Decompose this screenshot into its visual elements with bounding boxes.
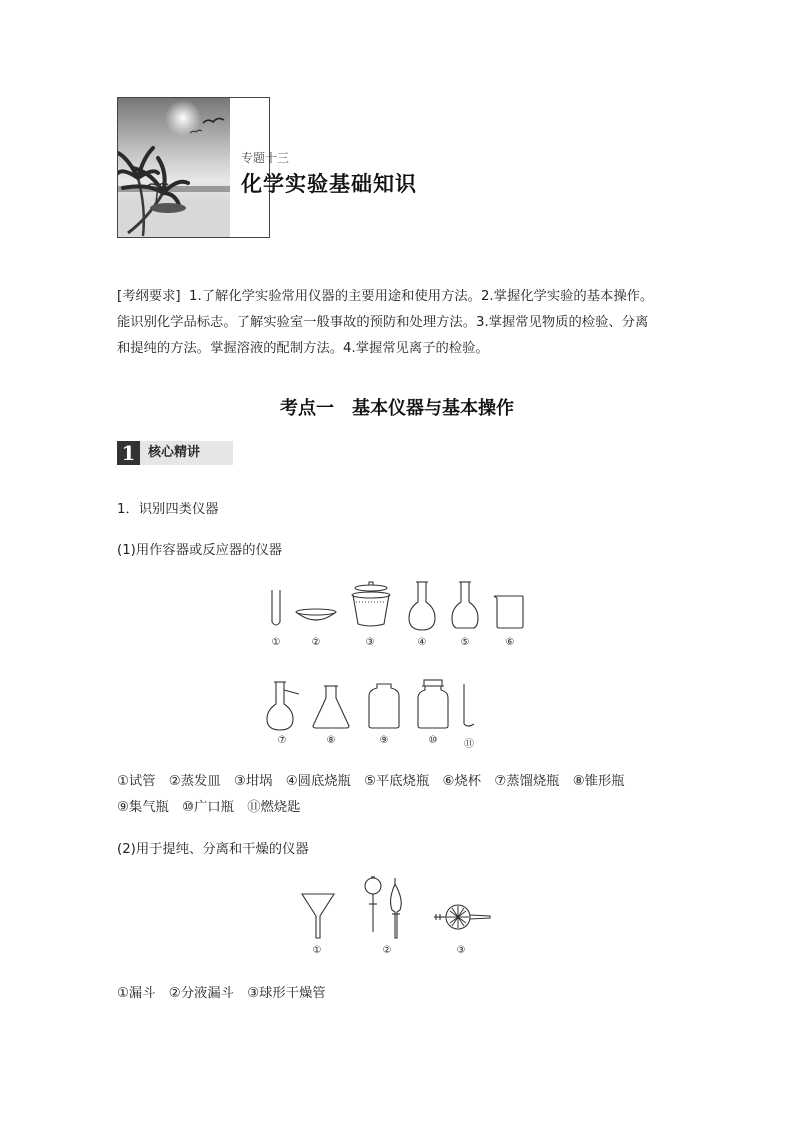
apparatus-number: ④ bbox=[417, 637, 427, 648]
separatory-funnel-icon bbox=[362, 876, 410, 942]
chapter-title: 化学实验基础知识 bbox=[241, 172, 417, 196]
part-heading: 1．识别四类仪器 bbox=[117, 502, 219, 517]
evaporating-dish-icon bbox=[294, 606, 338, 628]
apparatus-number: ⑧ bbox=[326, 735, 336, 746]
requirements-text-1: 1.了解化学实验常用仪器的主要用途和使用方法。2.掌握化学实验的基本操作。 bbox=[189, 289, 654, 304]
apparatus-number: ⑤ bbox=[460, 637, 470, 648]
spherical-drying-tube-icon bbox=[432, 902, 492, 932]
apparatus-number: ① bbox=[312, 945, 322, 956]
apparatus-number: ② bbox=[382, 945, 392, 956]
test-tube-icon bbox=[266, 588, 286, 630]
section-title: 考点一 基本仪器与基本操作 bbox=[280, 398, 514, 419]
beaker-icon bbox=[493, 594, 527, 630]
requirements-line-1 bbox=[117, 284, 680, 310]
apparatus-number: ③ bbox=[456, 945, 466, 956]
conical-flask-icon bbox=[311, 684, 351, 730]
beach-photo-image bbox=[118, 98, 230, 237]
apparatus-number: ⑩ bbox=[428, 735, 438, 746]
caption-containers-line-1: ①试管 ②蒸发皿 ③坩埚 ④圆底烧瓶 ⑤平底烧瓶 ⑥烧杯 ⑦蒸馏烧瓶 ⑧锥形瓶 bbox=[117, 774, 625, 789]
apparatus-number: ⑪ bbox=[464, 739, 474, 750]
apparatus-number: ⑦ bbox=[277, 735, 287, 746]
gas-jar-icon bbox=[367, 682, 401, 730]
caption-containers-line-2: ⑨集气瓶 ⑩广口瓶 ⑪燃烧匙 bbox=[117, 800, 301, 815]
apparatus-number: ③ bbox=[365, 637, 375, 648]
crucible-icon bbox=[349, 584, 393, 630]
requirements-line-2: 能识别化学品标志。了解实验室一般事故的预防和处理方法。3.掌握常见物质的检验、分离 bbox=[117, 315, 649, 330]
deflagrating-spoon-icon bbox=[459, 682, 479, 730]
core-number: 1 bbox=[117, 441, 140, 465]
apparatus-number: ⑨ bbox=[379, 735, 389, 746]
apparatus-number: ⑥ bbox=[505, 637, 515, 648]
wide-mouth-bottle-icon bbox=[416, 678, 450, 730]
apparatus-number: ② bbox=[311, 637, 321, 648]
requirements-tag: [考纲要求] bbox=[117, 289, 181, 304]
caption-separation: ①漏斗 ②分液漏斗 ③球形干燥管 bbox=[117, 986, 326, 1001]
apparatus-number: ① bbox=[271, 637, 281, 648]
funnel-icon bbox=[300, 892, 336, 942]
flat-bottom-flask-icon bbox=[450, 580, 480, 632]
requirements-line-3: 和提纯的方法。掌握溶液的配制方法。4.掌握常见离子的检验。 bbox=[117, 341, 489, 356]
core-label: 核心精讲 bbox=[140, 441, 233, 465]
chapter-subtitle: 专题十三 bbox=[241, 151, 290, 165]
distilling-flask-icon bbox=[265, 680, 301, 732]
round-bottom-flask-icon bbox=[407, 580, 437, 632]
subsection-1-heading: (1)用作容器或反应器的仪器 bbox=[117, 543, 283, 558]
subsection-2-heading: (2)用于提纯、分离和干燥的仪器 bbox=[117, 842, 309, 857]
